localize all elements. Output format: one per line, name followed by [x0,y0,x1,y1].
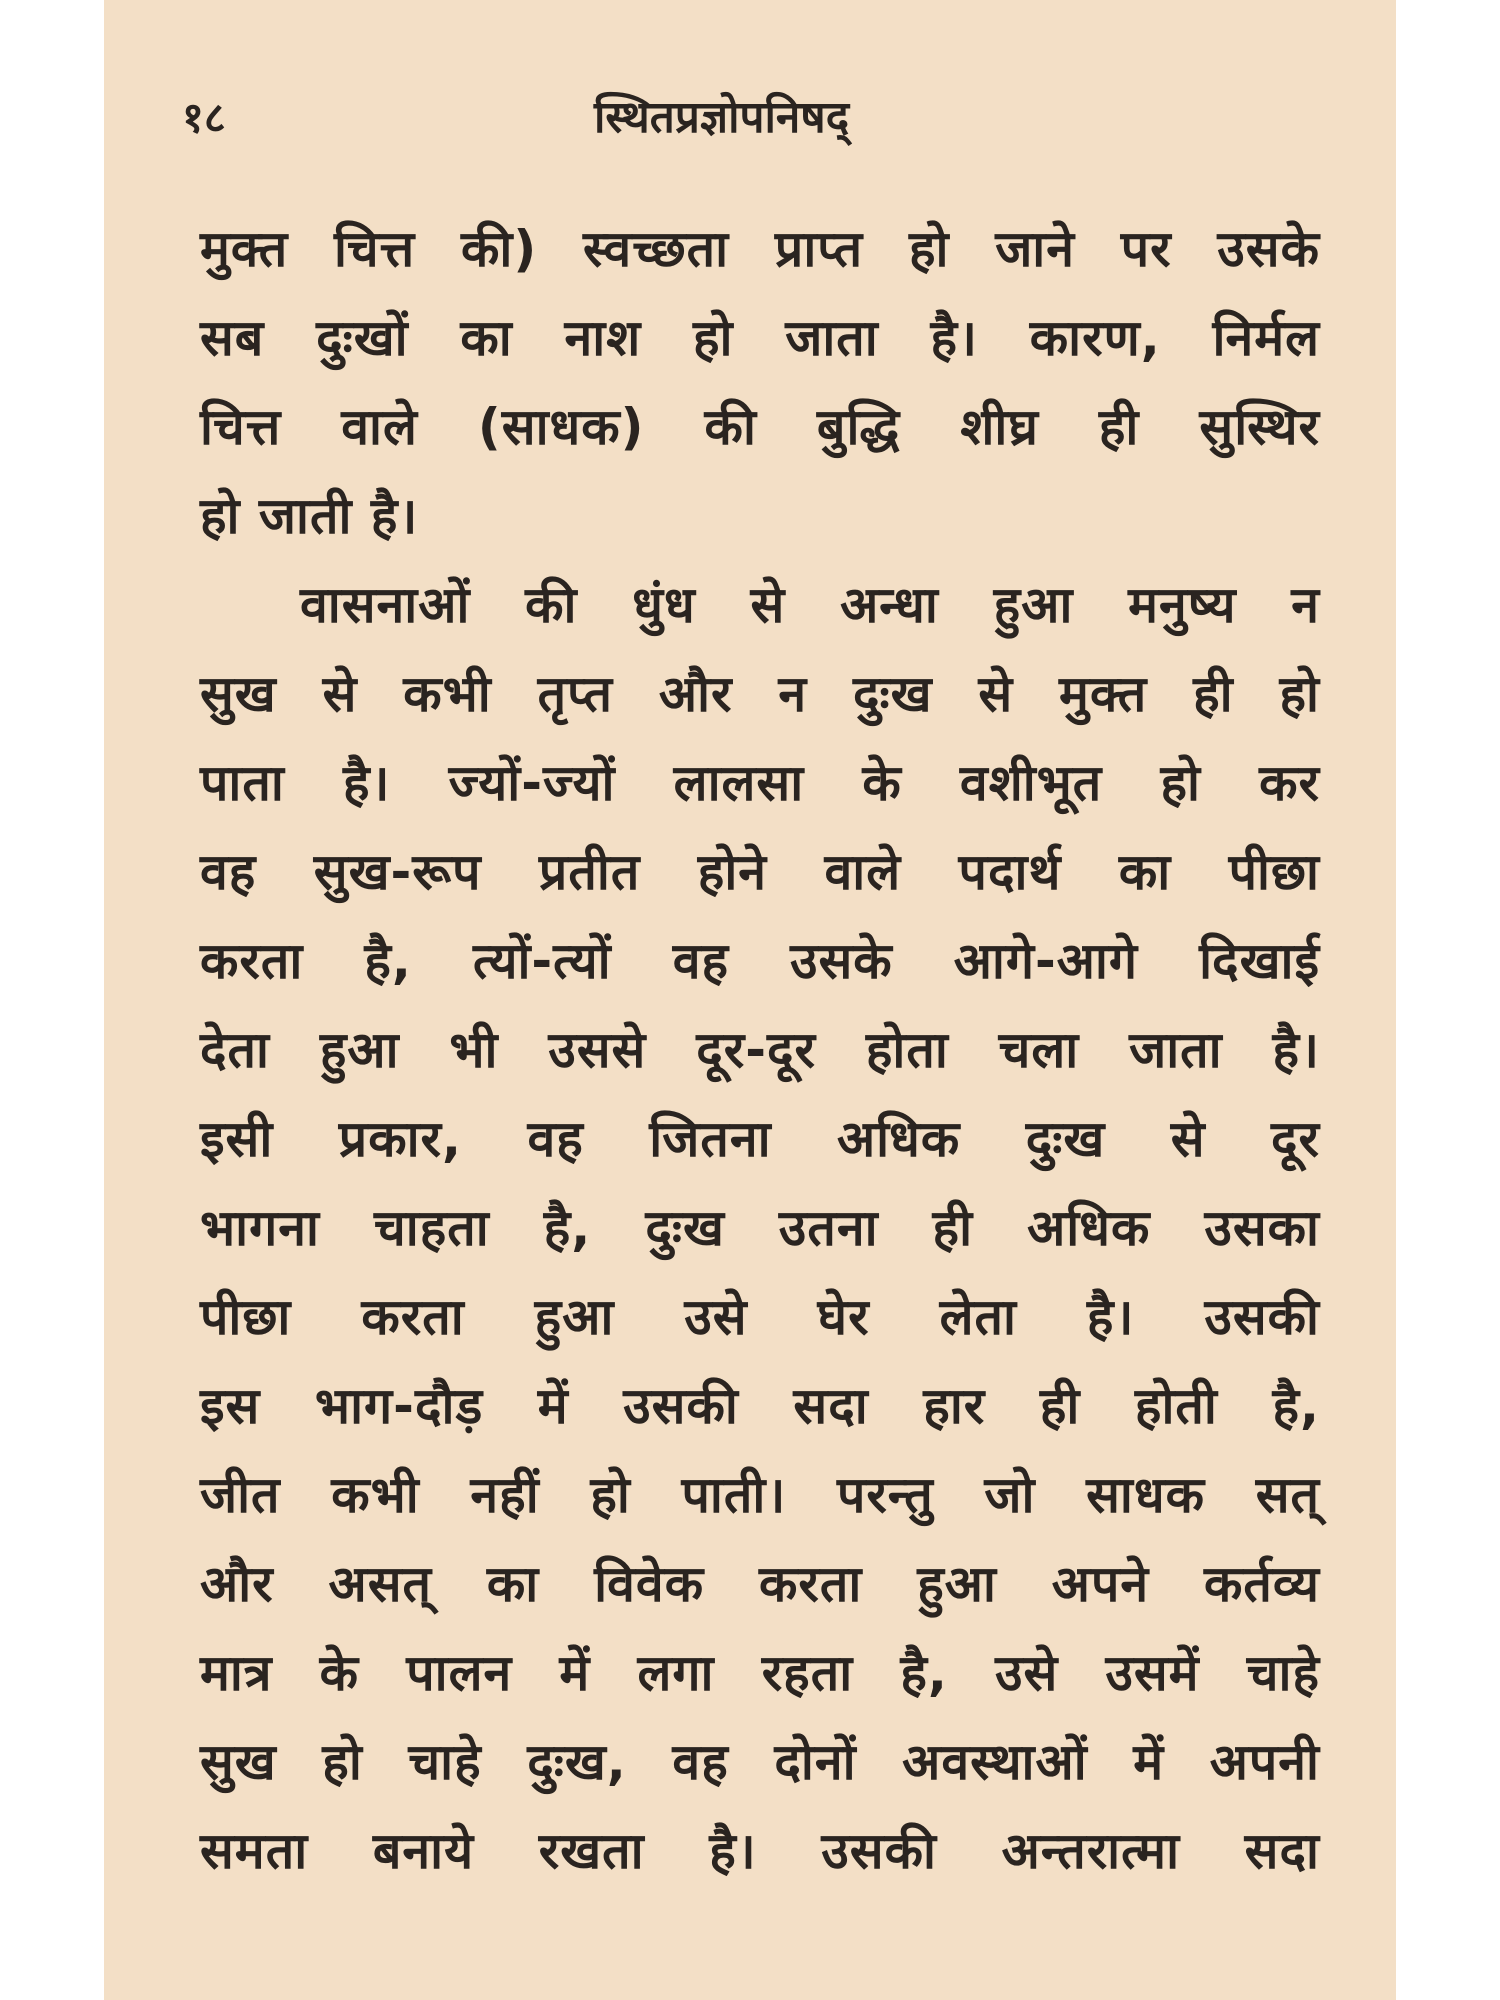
text-line: सुख हो चाहे दुःख, वह दोनों अवस्थाओं में अपनी [200,1733,1320,1791]
text-line: पाता है। ज्यों-ज्यों लालसा के वशीभूत हो कर [200,754,1320,812]
text-line: करता है, त्यों-त्यों वह उसके आगे-आगे दिखाई [200,932,1320,990]
text-line: वह सुख-रूप प्रतीत होने वाले पदार्थ का पीछा [200,843,1320,901]
text-line: इसी प्रकार, वह जितना अधिक दुःख से दूर [200,1110,1320,1168]
text-line: हो जाती है। [200,487,419,545]
running-title: स्थितप्रज्ञोपनिषद् [594,92,850,143]
page-header [104,88,1396,148]
text-line: इस भाग-दौड़ में उसकी सदा हार ही होती है, [200,1377,1320,1435]
text-line: देता हुआ भी उससे दूर-दूर होता चला जाता है। [200,1021,1320,1079]
text-line: जीत कभी नहीं हो पाती। परन्तु जो साधक सत् [200,1466,1320,1524]
text-line: पीछा करता हुआ उसे घेर लेता है। उसकी [200,1288,1320,1346]
text-line: भागना चाहता है, दुःख उतना ही अधिक उसका [200,1199,1320,1257]
text-line: मात्र के पालन में लगा रहता है, उसे उसमें चाहे [200,1644,1320,1702]
text-line: सब दुःखों का नाश हो जाता है। कारण, निर्मल [200,309,1320,367]
text-line: मुक्त चित्त की) स्वच्छता प्राप्त हो जाने पर उसके [200,220,1320,278]
text-line: सुख से कभी तृप्त और न दुःख से मुक्त ही हो [200,665,1320,723]
paragraph-start-line: वासनाओं की धुंध से अन्धा हुआ मनुष्य न [300,576,1320,634]
body-text [200,205,1320,1896]
text-line: समता बनाये रखता है। उसकी अन्तरात्मा सदा [200,1822,1320,1880]
book-page [104,0,1396,2000]
text-line: चित्त वाले (साधक) की बुद्धि शीघ्र ही सुस्थिर [200,398,1320,456]
page-number: १८ [182,93,226,142]
text-line: और असत् का विवेक करता हुआ अपने कर्तव्य [200,1555,1320,1613]
